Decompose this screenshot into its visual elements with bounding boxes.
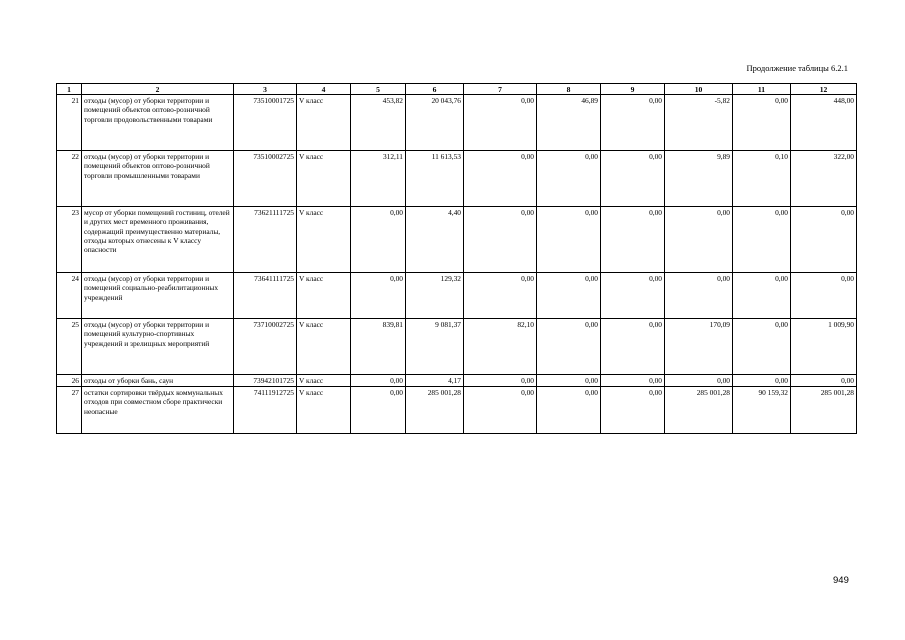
row-number-cell: 25 xyxy=(57,319,82,375)
waste-name-cell: остатки сортировки твёрдых коммунальных отходов при совместном сборе практически неопасные xyxy=(82,387,234,434)
column-header: 5 xyxy=(351,84,406,95)
value-col6-cell: 4,40 xyxy=(406,207,464,273)
value-col10-cell: 0,00 xyxy=(665,375,733,387)
value-col11-cell: 0,00 xyxy=(733,273,791,319)
value-col12-cell: 322,00 xyxy=(791,151,857,207)
hazard-class-cell: V класс xyxy=(297,319,351,375)
row-number-cell: 27 xyxy=(57,387,82,434)
value-col11-cell: 0,00 xyxy=(733,319,791,375)
value-col10-cell: 0,00 xyxy=(665,273,733,319)
fkko-code-cell: 73942101725 xyxy=(234,375,297,387)
value-col7-cell: 0,00 xyxy=(464,95,537,151)
value-col8-cell: 0,00 xyxy=(537,273,601,319)
waste-name-cell: отходы (мусор) от уборки территории и помещений объектов оптово-розничной торговли промышленными товарами xyxy=(82,151,234,207)
waste-data-table xyxy=(56,83,857,434)
waste-name-cell: отходы (мусор) от уборки территории и помещений объектов оптово-розничной торговли продовольственными товарами xyxy=(82,95,234,151)
column-header: 1 xyxy=(57,84,82,95)
value-col7-cell: 0,00 xyxy=(464,273,537,319)
hazard-class-cell: V класс xyxy=(297,273,351,319)
column-header: 9 xyxy=(601,84,665,95)
table-header-row xyxy=(57,84,857,95)
waste-name-cell: отходы (мусор) от уборки территории и помещений социально-реабилитационных учреждений xyxy=(82,273,234,319)
column-header: 2 xyxy=(82,84,234,95)
value-col7-cell: 0,00 xyxy=(464,387,537,434)
table-row xyxy=(57,207,857,273)
value-col6-cell: 9 081,37 xyxy=(406,319,464,375)
value-col10-cell: 285 001,28 xyxy=(665,387,733,434)
value-col5-cell: 453,82 xyxy=(351,95,406,151)
fkko-code-cell: 73641111725 xyxy=(234,273,297,319)
value-col6-cell: 20 043,76 xyxy=(406,95,464,151)
column-header: 6 xyxy=(406,84,464,95)
value-col11-cell: 0,00 xyxy=(733,95,791,151)
value-col7-cell: 0,00 xyxy=(464,207,537,273)
value-col6-cell: 129,32 xyxy=(406,273,464,319)
value-col10-cell: 170,09 xyxy=(665,319,733,375)
fkko-code-cell: 73510001725 xyxy=(234,95,297,151)
value-col12-cell: 448,00 xyxy=(791,95,857,151)
value-col12-cell: 0,00 xyxy=(791,273,857,319)
value-col10-cell: -5,82 xyxy=(665,95,733,151)
waste-name-cell: отходы (мусор) от уборки территории и помещений культурно-спортивных учреждений и зрелищных мероприятий xyxy=(82,319,234,375)
column-header: 8 xyxy=(537,84,601,95)
value-col8-cell: 0,00 xyxy=(537,375,601,387)
column-header: 3 xyxy=(234,84,297,95)
value-col9-cell: 0,00 xyxy=(601,95,665,151)
hazard-class-cell: V класс xyxy=(297,95,351,151)
table-row xyxy=(57,151,857,207)
value-col6-cell: 11 613,53 xyxy=(406,151,464,207)
value-col10-cell: 9,89 xyxy=(665,151,733,207)
value-col9-cell: 0,00 xyxy=(601,151,665,207)
hazard-class-cell: V класс xyxy=(297,375,351,387)
value-col11-cell: 0,00 xyxy=(733,207,791,273)
value-col6-cell: 4,17 xyxy=(406,375,464,387)
hazard-class-cell: V класс xyxy=(297,151,351,207)
fkko-code-cell: 73710002725 xyxy=(234,319,297,375)
value-col5-cell: 312,11 xyxy=(351,151,406,207)
hazard-class-cell: V класс xyxy=(297,207,351,273)
value-col8-cell: 0,00 xyxy=(537,207,601,273)
value-col9-cell: 0,00 xyxy=(601,387,665,434)
table-row xyxy=(57,375,857,387)
row-number-cell: 21 xyxy=(57,95,82,151)
value-col11-cell: 0,00 xyxy=(733,375,791,387)
table-row xyxy=(57,319,857,375)
value-col12-cell: 285 001,28 xyxy=(791,387,857,434)
value-col7-cell: 0,00 xyxy=(464,375,537,387)
value-col12-cell: 1 009,90 xyxy=(791,319,857,375)
value-col5-cell: 0,00 xyxy=(351,375,406,387)
column-header: 10 xyxy=(665,84,733,95)
value-col5-cell: 0,00 xyxy=(351,387,406,434)
waste-name-cell: мусор от уборки помещений гостиниц, отелей и других мест временного проживания, содержащий преимущественно материалы, отходы которых отнесены к V классу опасности xyxy=(82,207,234,273)
value-col11-cell: 90 159,32 xyxy=(733,387,791,434)
waste-name-cell: отходы от уборки бань, саун xyxy=(82,375,234,387)
row-number-cell: 23 xyxy=(57,207,82,273)
value-col12-cell: 0,00 xyxy=(791,207,857,273)
value-col8-cell: 46,89 xyxy=(537,95,601,151)
column-header: 11 xyxy=(733,84,791,95)
value-col9-cell: 0,00 xyxy=(601,319,665,375)
value-col8-cell: 0,00 xyxy=(537,319,601,375)
value-col9-cell: 0,00 xyxy=(601,207,665,273)
value-col7-cell: 82,10 xyxy=(464,319,537,375)
table-row xyxy=(57,387,857,434)
value-col6-cell: 285 001,28 xyxy=(406,387,464,434)
value-col5-cell: 0,00 xyxy=(351,207,406,273)
value-col5-cell: 839,81 xyxy=(351,319,406,375)
row-number-cell: 24 xyxy=(57,273,82,319)
value-col8-cell: 0,00 xyxy=(537,151,601,207)
column-header: 4 xyxy=(297,84,351,95)
value-col5-cell: 0,00 xyxy=(351,273,406,319)
value-col9-cell: 0,00 xyxy=(601,273,665,319)
hazard-class-cell: V класс xyxy=(297,387,351,434)
table-continuation-caption: Продолжение таблицы 6.2.1 xyxy=(746,63,848,73)
table-row xyxy=(57,273,857,319)
row-number-cell: 26 xyxy=(57,375,82,387)
fkko-code-cell: 73621111725 xyxy=(234,207,297,273)
table-body xyxy=(57,95,857,434)
page-number: 949 xyxy=(833,575,849,586)
table-row xyxy=(57,95,857,151)
column-header: 12 xyxy=(791,84,857,95)
column-header: 7 xyxy=(464,84,537,95)
fkko-code-cell: 74111912725 xyxy=(234,387,297,434)
value-col9-cell: 0,00 xyxy=(601,375,665,387)
value-col10-cell: 0,00 xyxy=(665,207,733,273)
row-number-cell: 22 xyxy=(57,151,82,207)
value-col11-cell: 0,10 xyxy=(733,151,791,207)
value-col7-cell: 0,00 xyxy=(464,151,537,207)
fkko-code-cell: 73510002725 xyxy=(234,151,297,207)
value-col12-cell: 0,00 xyxy=(791,375,857,387)
value-col8-cell: 0,00 xyxy=(537,387,601,434)
